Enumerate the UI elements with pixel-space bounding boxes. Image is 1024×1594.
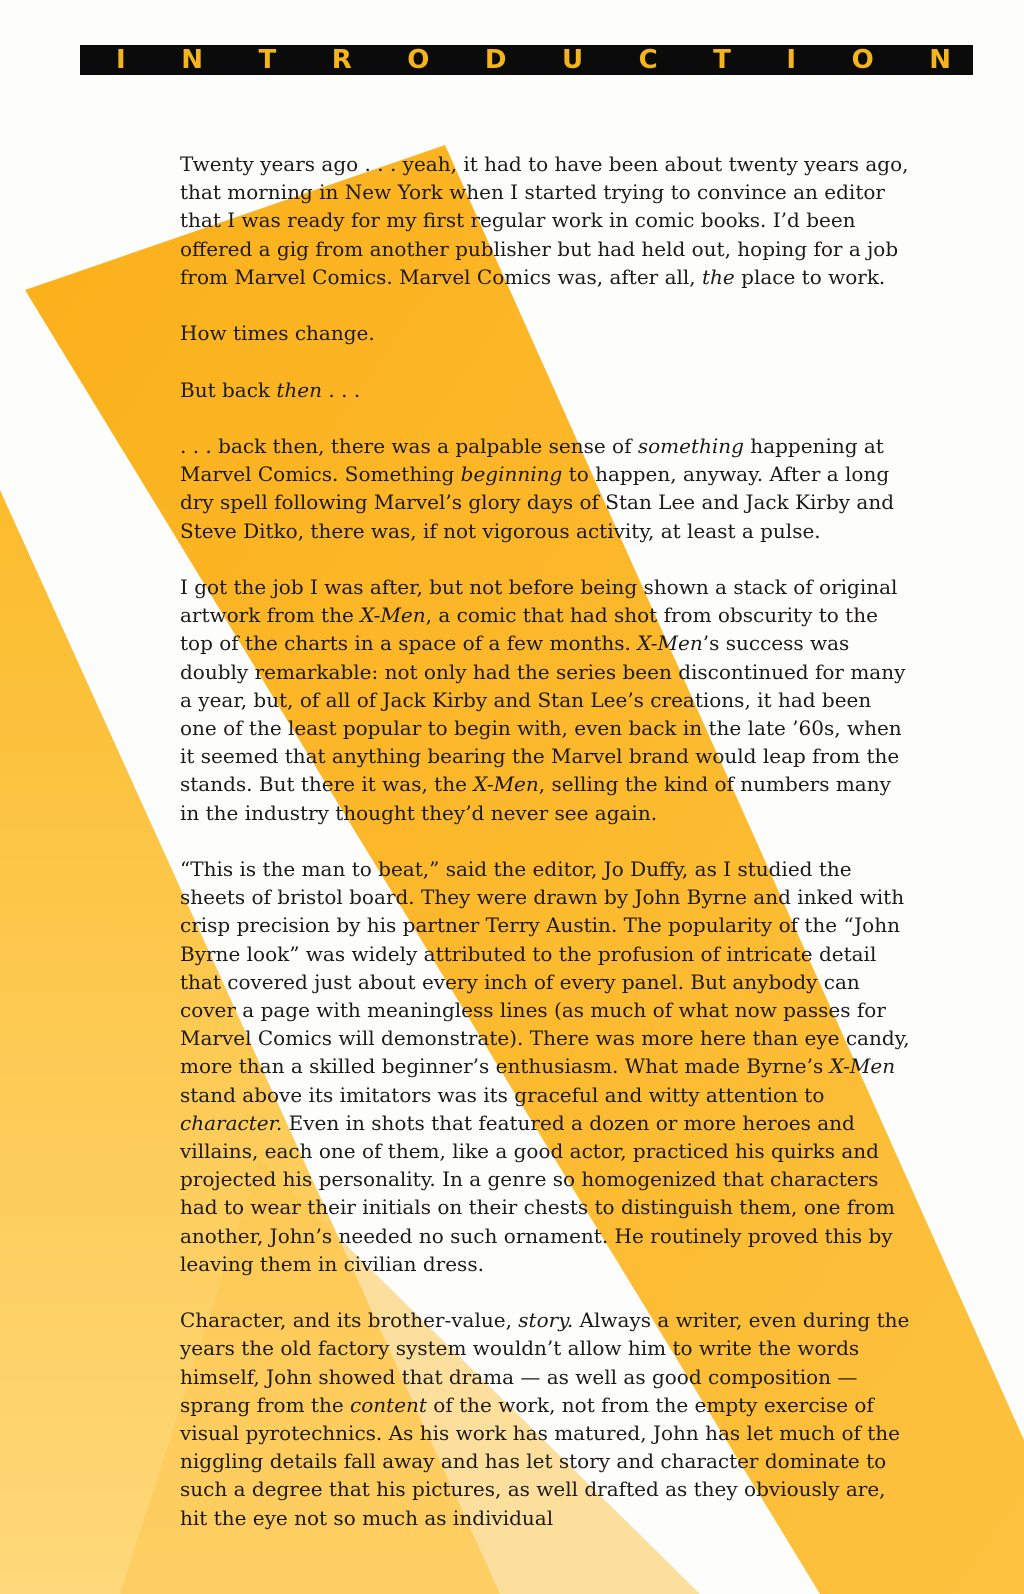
text-run: Even in shots that featured a dozen or more heroes and villains, each one of them, like a good actor, practiced his quirks and projected his personality. In a genre so homogenized that characters had to wear their initials on their chests to distinguish them, one from another, John’s needed no such ornament. He routinely proved this by leaving them in civilian dress. (180, 1110, 895, 1276)
text-run: I got the job I was after, but not before being shown a stack of original artwork from the (180, 574, 898, 628)
text-run: of the work, not from the empty exercise of visual pyrotechnics. As his work has matured, John has let much of the niggling details fall away and has let story and character dominate to such a degree that his pictures, as well drafted as they obviously are, hit the eye not so much as individual (180, 1392, 901, 1530)
header-letter: C (638, 45, 658, 75)
text-run: . . . (322, 377, 361, 402)
italic-text: something (637, 433, 744, 458)
article-body (180, 150, 910, 1560)
header-letter: T (258, 45, 277, 75)
text-run: Twenty years ago . . . yeah, it had to have been about twenty years ago, that morning in New York when I started trying to convince an editor that I was ready for my first regular work in comic books. I’d been offered a gig from another publisher but had held out, hoping for a job from Marvel Comics. Marvel Comics was, after all, (180, 152, 909, 289)
header-letter: U (561, 45, 584, 75)
introduction-header (80, 45, 973, 75)
italic-text: the (702, 264, 735, 289)
paragraph (180, 1306, 910, 1532)
italic-text: X-Men (360, 603, 426, 628)
header-letter: D (484, 45, 507, 75)
header-letter: R (331, 45, 352, 75)
header-letter: O (851, 45, 874, 75)
text-run: Always a writer, even during the years the old factory system wouldn’t allow him to write the words himself, John showed that drama — as well as good composition — sprang from the (180, 1308, 910, 1417)
text-run: But back (180, 377, 277, 402)
italic-text: content (350, 1392, 427, 1417)
italic-text: X-Men (473, 772, 539, 797)
paragraph (180, 573, 910, 827)
italic-text: story. (518, 1308, 574, 1333)
italic-text: beginning (460, 462, 563, 487)
paragraph (180, 855, 910, 1278)
text-run: , a comic that had shot from obscurity to the top of the charts in a space of a few months. (180, 603, 878, 656)
italic-text: character. (180, 1110, 283, 1135)
header-letter: T (713, 45, 731, 75)
text-run: happening at Marvel Comics. Something (180, 433, 884, 487)
text-run: , selling the kind of numbers many in the industry thought they’d never see again. (180, 772, 891, 825)
italic-text: X-Men (829, 1054, 896, 1079)
header-letter: N (929, 45, 951, 75)
paragraph (180, 376, 910, 404)
paragraph (180, 150, 910, 291)
text-run: to happen, anyway. After a long dry spell following Marvel’s glory days of Stan Lee and Jack Kirby and Steve Ditko, there was, if not vigorous activity, at least a pulse. (180, 462, 895, 543)
text-run: . . . back then, there was a palpable sense of (180, 433, 638, 458)
text-run: “This is the man to beat,” said the editor, Jo Duffy, as I studied the sheets of bristol board. They were drawn by John Byrne and inked with crisp precision by his partner Terry Austin. The popularity of the “John Byrne look” was widely attributed to the profusion of intricate detail that covered just about every inch of every panel. But anybody can cover a page with meaningless lines (as much of what now passes for Marvel Comics will demonstrate). There was more here than eye candy, more than a skilled beginner’s enthusiasm. What made Byrne’s (180, 857, 910, 1079)
italic-text: X-Men (637, 631, 703, 656)
text-run: How times change. (180, 321, 375, 346)
header-letter: O (407, 45, 430, 75)
text-run: ’s success was doubly remarkable: not only had the series been discontinued for many a year, but, of all of Jack Kirby and Stan Lee’s creations, it had been one of the least popular to begin with, even back in the late ’60s, when it seemed that anything bearing the Marvel brand would leap from the stands. But there it was, the (180, 631, 906, 797)
text-run: place to work. (734, 264, 886, 289)
text-run: Character, and its brother-value, (180, 1308, 519, 1333)
header-letter: N (181, 45, 203, 75)
header-letter: I (116, 45, 126, 75)
paragraph (180, 319, 910, 347)
header-letter: I (786, 45, 797, 75)
paragraph (180, 432, 910, 545)
text-run: stand above its imitators was its graceful and witty attention to (180, 1082, 825, 1107)
italic-text: then (276, 377, 323, 402)
